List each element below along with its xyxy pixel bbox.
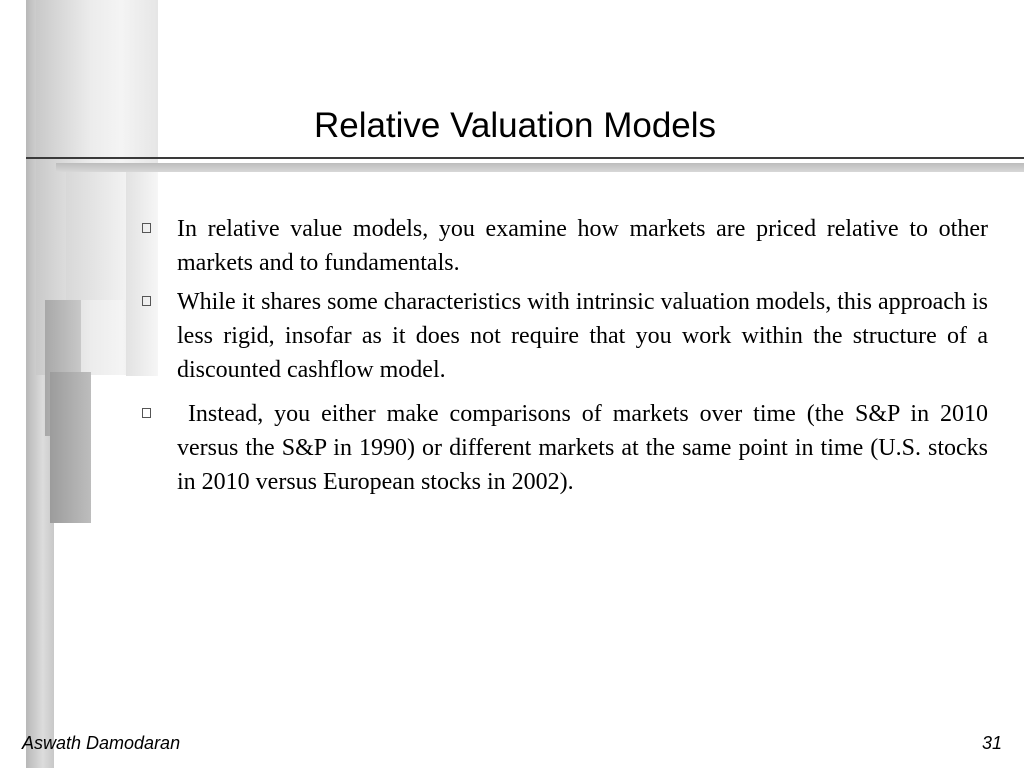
page-number: 31 [981,733,1002,753]
hollow-square-bullet-icon [142,223,151,233]
slide-title: Relative Valuation Models [313,106,717,145]
hollow-square-bullet-icon [142,296,151,306]
bullet-text: Instead, you either make comparisons of markets over time (the S&P in 2010 versus the S&P in 1990) or different markets at the same point in time (U.S. stocks in 2010 versus European stocks in 2002). [177,401,994,495]
hollow-square-bullet-icon [142,408,151,418]
title-divider [26,157,1024,159]
list-item [140,212,988,280]
title-divider-shadow [56,163,1024,172]
decorative-bar [66,172,126,300]
decorative-bar [50,372,91,523]
bullet-text: In relative value models, you examine how markets are priced relative to other markets and to fundamentals. [177,216,988,276]
bullet-list [140,212,994,504]
list-item [140,285,988,387]
footer-author: Aswath Damodaran [22,733,181,753]
list-item [140,397,994,499]
bullet-text: While it shares some characteristics with intrinsic valuation models, this approach is less rigid, insofar as it does not require that you work within the structure of a discounted cashflow model. [177,289,988,383]
